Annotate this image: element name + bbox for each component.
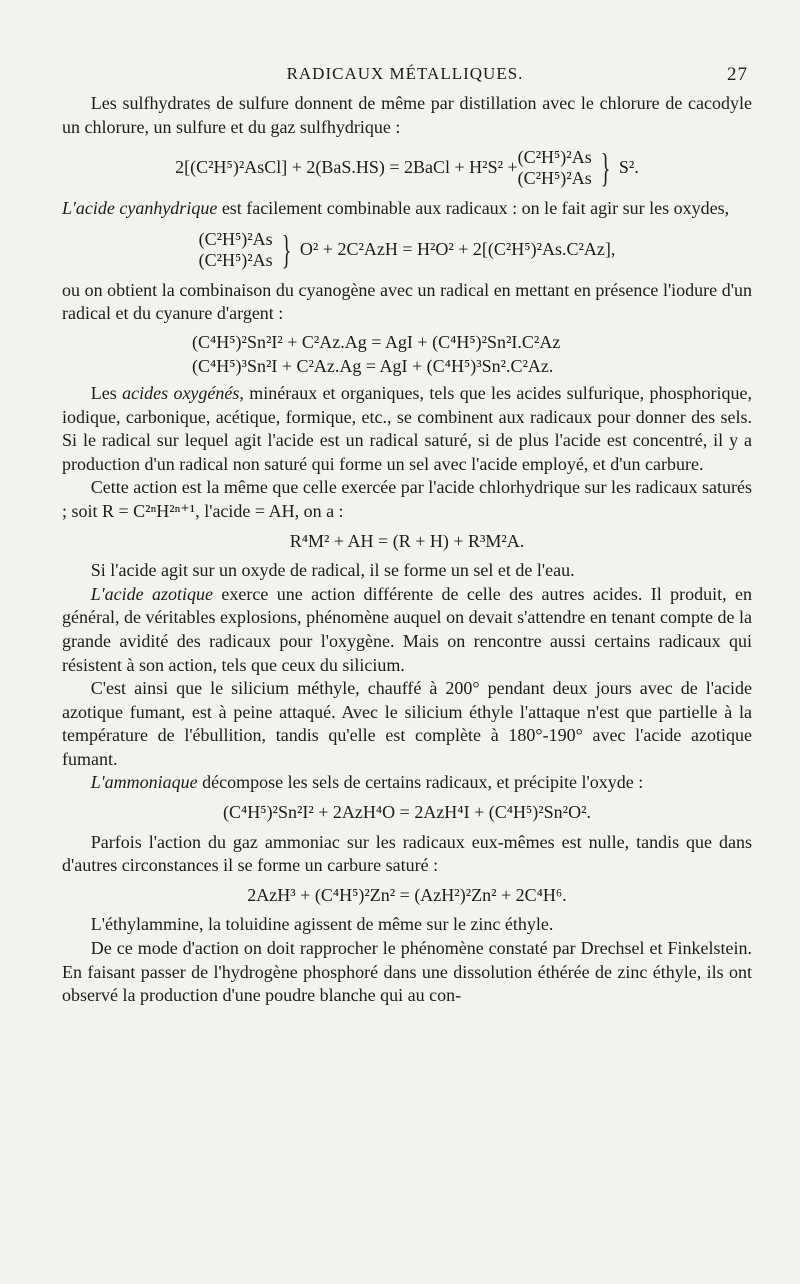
italic-term: L'acide cyanhydrique [62, 198, 218, 219]
paragraph: Cette action est la même que celle exercée par l'acide chlorhydrique sur les radicaux saturés ; soit R = C²ⁿH²ⁿ⁺¹, l'acide = AH, on a : [62, 477, 752, 521]
paragraph: ou on obtient la combinaison du cyanogène avec un radical en mettant en présence l'iodure d'un radical et du cyanure d'argent : [62, 279, 752, 324]
paragraph [62, 197, 752, 221]
equation: 2AzH³ + (C⁴H⁵)²Zn² = (AzH²)²Zn² + 2C⁴H⁶. [247, 884, 567, 905]
paragraph [62, 583, 752, 677]
equation [62, 226, 752, 272]
stack-bottom: (C²H⁵)²As [517, 168, 592, 189]
paragraph: L'éthylammine, la toluidine agissent de même sur le zinc éthyle. [90, 914, 554, 935]
equation-stack [518, 147, 592, 189]
stack-top: (C²H⁵)²As [517, 147, 592, 168]
stack-top: (C²H⁵)²As [198, 228, 273, 249]
paragraph: Parfois l'action du gaz ammoniac sur les radicaux eux-mêmes est nulle, tandis que dans d'autres circonstances il se forme un carbure saturé : [62, 831, 752, 876]
italic-term: L'acide azotique [90, 583, 214, 604]
paragraph-text: exerce une action différente de celle des autres acides. Il produit, en général, de véritables explosions, phénomène auquel on devait s'attendre en tenant compte de la grande avidité des radicaux pour l'oxygène. Mais on rencontre aussi certains radicaux qui résistent à son action, tels que ceux du silicium. [62, 583, 752, 675]
paragraph [62, 771, 752, 795]
equation-part: O² + 2C²AzH = H²O² + 2[(C²H⁵)²As.C²Az], [299, 238, 616, 259]
stack-bottom: (C²H⁵)²As [198, 249, 273, 270]
page-number: 27 [727, 64, 748, 85]
right-brace: } [600, 145, 611, 191]
running-header [62, 64, 748, 90]
paragraph: De ce mode d'action on doit rapprocher le phénomène constaté par Drechsel et Finkelstein. En faisant passer de l'hydrogène phosphoré dans une dissolution éthérée de zinc éthyle, ils ont observé la production d'une poudre blanche qui au con- [62, 938, 752, 1006]
page-body [62, 92, 752, 1008]
equation-line: (C⁴H⁵)³Sn²I + C²Az.Ag = AgI + (C⁴H⁵)³Sn².C²Az. [192, 355, 554, 376]
running-title: RADICAUX MÉTALLIQUES. [286, 64, 524, 83]
paragraph: Les sulfhydrates de sulfure donnent de même par distillation avec le chlorure de cacodyle un chlorure, un sulfure et du gaz sulfhydrique : [62, 93, 752, 137]
equation-part: 2[(C²H⁵)²AsCl] + 2(BaS.HS) = 2BaCl + H²S² + [175, 157, 518, 178]
paragraph [62, 382, 752, 476]
equation [62, 147, 752, 189]
paragraph: Si l'acide agit sur un oxyde de radical, il se forme un sel et de l'eau. [90, 560, 575, 581]
paragraph-text: décompose les sels de certains radicaux, et précipite l'oxyde : [197, 772, 644, 793]
paragraph: C'est ainsi que le silicium méthyle, chauffé à 200° pendant deux jours avec de l'acide azotique fumant, est à peine attaqué. Avec le silicium éthyle l'attaque n'est que partielle à la température de l'ébullition, tandis qu'elle est complète à 180°-190° avec l'acide azotique fumant. [62, 678, 752, 769]
paragraph-text: est facilement combinable aux radicaux : on le fait agir sur les oxydes, [217, 198, 730, 219]
paragraph-text: , minéraux et organiques, tels que les acides sulfurique, phosphorique, iodique, carbonique, acétique, formique, etc., se combinent aux radicaux pour donner des sels. Si le radical sur lequel agit l'acide est un radical saturé, si de plus l'acide est concentré, il y a production d'un radical non saturé qui forme un sel avec l'acide employé, et d'un carbure. [62, 382, 752, 474]
right-brace: } [281, 226, 292, 272]
equation-part: S². [618, 157, 639, 178]
equation-stack [199, 229, 273, 271]
equation: (C⁴H⁵)²Sn²I² + 2AzH⁴O = 2AzH⁴I + (C⁴H⁵)²Sn²O². [223, 802, 591, 823]
equation: R⁴M² + AH = (R + H) + R³M²A. [289, 530, 525, 551]
equation-line: (C⁴H⁵)²Sn²I² + C²Az.Ag = AgI + (C⁴H⁵)²Sn²I.C²Az [192, 331, 561, 352]
italic-term: acides oxygénés [122, 382, 240, 403]
equation-list [192, 330, 752, 378]
italic-term: L'ammoniaque [90, 772, 198, 793]
paragraph-text: Les [90, 382, 123, 403]
